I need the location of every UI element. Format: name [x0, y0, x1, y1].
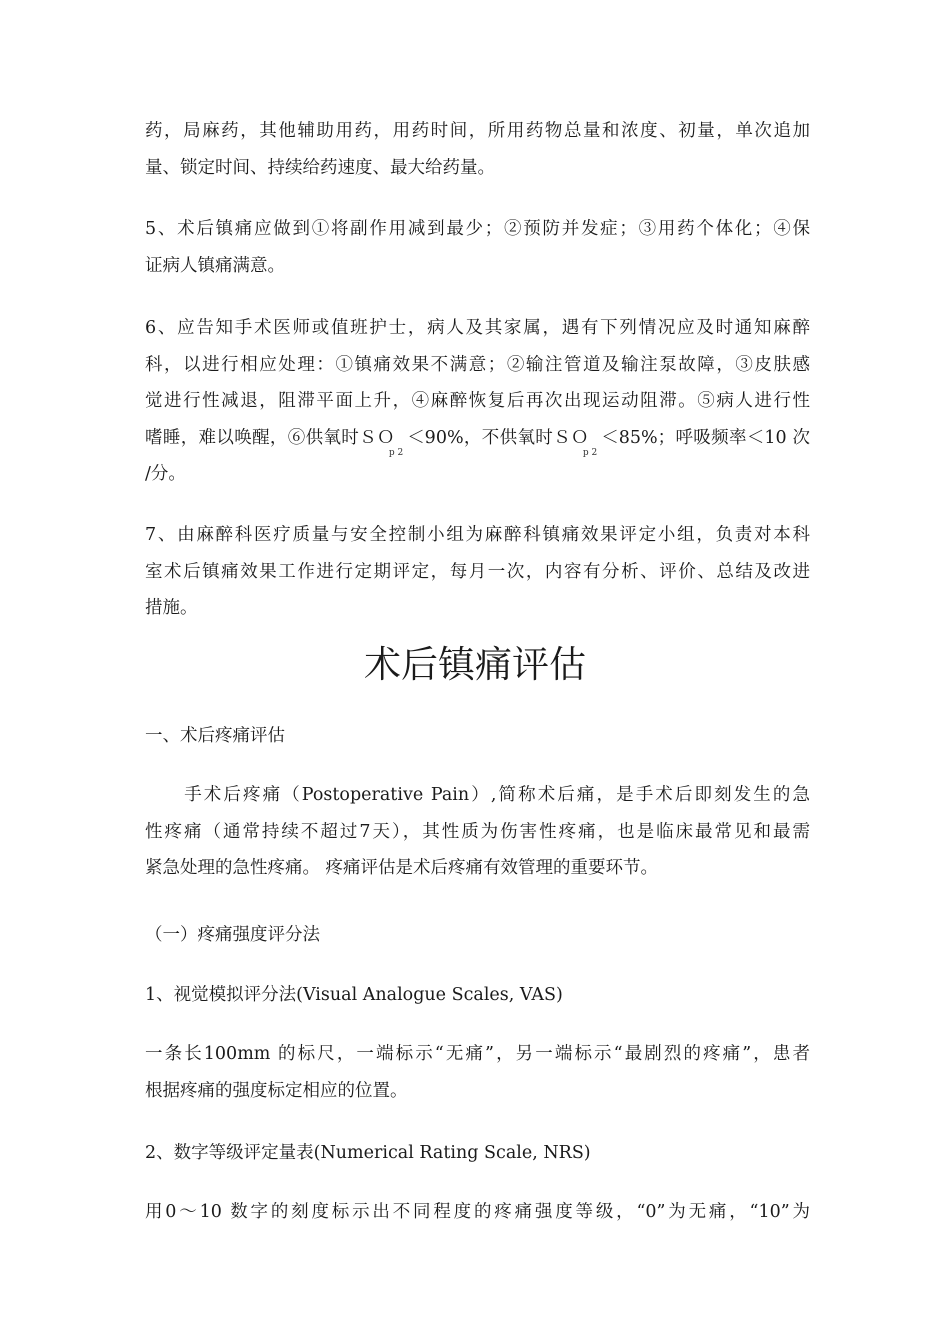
spo2-line — [145, 420, 810, 457]
text-line: 一、术后疼痛评估 — [145, 726, 285, 746]
text-line: /分。 — [145, 464, 186, 484]
text-line: 6、应告知手术医师或值班护士，病人及其家属，遇有下列情况应及时通知麻醉 — [145, 318, 810, 338]
subsection-pain-intensity-heading — [145, 917, 810, 954]
nrs-heading — [145, 1135, 810, 1172]
item-5-paragraph — [145, 211, 810, 284]
text-line: 性疼痛（通常持续不超过7天），其性质为伤害性疼痛，也是临床最常见和最需 — [145, 821, 810, 842]
medication-record-continuation — [145, 113, 810, 186]
text-line: 2、数字等级评定量表(Numerical Rating Scale, NRS) — [145, 1143, 591, 1163]
text-line: 量、锁定时间、持续给药速度、最大给药量。 — [145, 157, 495, 178]
section-1-heading — [145, 718, 810, 755]
spo2-text: ＜85%；呼吸频率＜10 次 — [601, 427, 810, 448]
postoperative-pain-intro — [145, 777, 810, 887]
item-7-paragraph — [145, 517, 810, 627]
vas-description — [145, 1036, 810, 1109]
nrs-description — [145, 1194, 810, 1231]
text-line: 觉进行性减退，阻滞平面上升，④麻醉恢复后再次出现运动阻滞。⑤病人进行性 — [145, 391, 810, 411]
text-line: 根据疼痛的强度标定相应的位置。 — [145, 1080, 408, 1101]
text-line: 药，局麻药，其他辅助用药，用药时间，所用药物总量和浓度、初量，单次追加 — [145, 121, 810, 141]
text-line: 紧急处理的急性疼痛。 疼痛评估是术后疼痛有效管理的重要环节。 — [145, 858, 659, 878]
text-line: 7、由麻醉科医疗质量与安全控制小组为麻醉科镇痛效果评定小组，负责对本科 — [145, 525, 810, 545]
spo2-text: ＜90%，不供氧时ＳＯ — [407, 427, 589, 448]
text-line: 1、视觉模拟评分法(Visual Analogue Scales, VAS) — [145, 985, 563, 1005]
vas-heading — [145, 977, 810, 1014]
spo2-text: 嗜睡，难以唤醒，⑥供氧时ＳＯ — [145, 427, 395, 448]
text-line: 证病人镇痛满意。 — [145, 255, 285, 276]
text-line: （一）疼痛强度评分法 — [145, 925, 320, 945]
text-line: 科，以进行相应处理：①镇痛效果不满意；②输注管道及输注泵故障，③皮肤感 — [145, 354, 810, 375]
spo2-subscript: p 2 — [388, 447, 404, 458]
item-6-paragraph — [145, 310, 810, 493]
section-title: 术后镇痛评估 — [364, 643, 586, 686]
text-line: 手术后疼痛（Postoperative Pain）,简称术后痛，是手术后即刻发生的急 — [145, 785, 810, 805]
text-line: 5、术后镇痛应做到①将副作用减到最少；②预防并发症；③用药个体化；④保 — [145, 219, 810, 239]
text-line: 用0～10 数字的刻度标示出不同程度的疼痛强度等级，“0”为无痛，“10”为 — [145, 1202, 810, 1222]
text-line: 一条长100mm 的标尺，一端标示“无痛”，另一端标示“最剧烈的疼痛”，患者 — [145, 1044, 810, 1064]
text-line: 室术后镇痛效果工作进行定期评定，每月一次，内容有分析、评价、总结及改进 — [145, 561, 810, 582]
text-line: 措施。 — [145, 598, 198, 618]
spo2-subscript: p 2 — [582, 447, 598, 458]
